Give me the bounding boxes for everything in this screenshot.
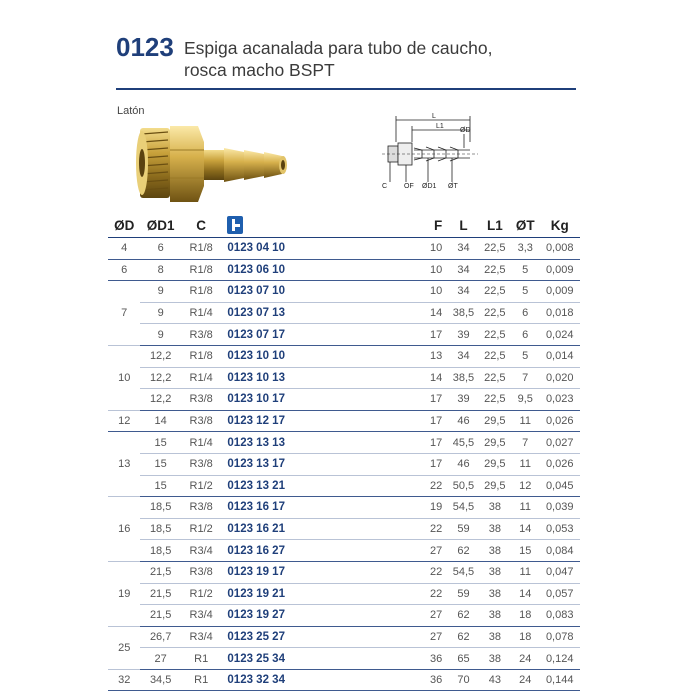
cell-d1: 21,5 [140, 561, 181, 583]
cell-f: 13 [379, 345, 448, 367]
table-row [108, 583, 580, 605]
cell-c: R3/8 [181, 561, 222, 583]
dim-label-t: ØT [448, 183, 458, 190]
table-row [108, 648, 580, 670]
cell-l: 34 [448, 345, 478, 367]
table-row [108, 497, 580, 519]
cell-t: 7 [511, 367, 539, 389]
cell-code: 0123 07 10 [221, 281, 379, 303]
cell-l: 62 [448, 605, 478, 627]
cell-l: 34 [448, 259, 478, 281]
cell-f: 22 [379, 583, 448, 605]
cell-kg: 0,008 [539, 238, 580, 260]
cell-l1: 29,5 [479, 410, 511, 432]
cell-code: 0123 06 10 [221, 259, 379, 281]
cell-d1: 12,2 [140, 389, 181, 411]
cell-kg: 0,026 [539, 453, 580, 475]
cell-l: 34 [448, 238, 478, 260]
cell-d1: 9 [140, 281, 181, 303]
cell-code: 0123 19 27 [221, 605, 379, 627]
cell-code: 0123 16 27 [221, 540, 379, 562]
fitting-photo [126, 120, 296, 210]
cell-c: R3/4 [181, 626, 222, 648]
cell-f: 19 [379, 497, 448, 519]
dim-label-l1: L1 [436, 123, 444, 130]
cell-d: 32 [108, 669, 140, 691]
cell-l: 54,5 [448, 497, 478, 519]
cell-l1: 22,5 [479, 259, 511, 281]
cell-l: 59 [448, 583, 478, 605]
cell-t: 11 [511, 410, 539, 432]
cell-code: 0123 10 13 [221, 367, 379, 389]
cell-d1: 18,5 [140, 497, 181, 519]
cell-l1: 29,5 [479, 432, 511, 454]
table-row [108, 367, 580, 389]
cell-t: 11 [511, 453, 539, 475]
table-row [108, 518, 580, 540]
cell-kg: 0,057 [539, 583, 580, 605]
title-line-1: Espiga acanalada para tubo de caucho, [184, 38, 493, 58]
cell-c: R1/4 [181, 432, 222, 454]
cell-l1: 38 [479, 583, 511, 605]
dim-label-l: L [432, 113, 436, 120]
cell-l: 50,5 [448, 475, 478, 497]
cell-l: 39 [448, 324, 478, 346]
cell-code: 0123 07 17 [221, 324, 379, 346]
cell-kg: 0,024 [539, 324, 580, 346]
cell-c: R1 [181, 648, 222, 670]
dim-label-c: C [382, 183, 388, 190]
cell-d1: 34,5 [140, 669, 181, 691]
cell-c: R1/8 [181, 281, 222, 303]
cell-t: 7 [511, 432, 539, 454]
cell-d: 10 [108, 345, 140, 410]
cell-l1: 38 [479, 540, 511, 562]
cell-kg: 0,083 [539, 605, 580, 627]
thread-section [136, 128, 170, 198]
cell-t: 6 [511, 302, 539, 324]
cell-l1: 22,5 [479, 389, 511, 411]
cell-l: 54,5 [448, 561, 478, 583]
cell-d: 12 [108, 410, 140, 432]
cell-kg: 0,020 [539, 367, 580, 389]
cell-l1: 38 [479, 518, 511, 540]
cell-c: R3/4 [181, 540, 222, 562]
cell-l: 70 [448, 669, 478, 691]
cell-t: 18 [511, 626, 539, 648]
cell-c: R1/2 [181, 475, 222, 497]
cell-d1: 9 [140, 324, 181, 346]
col-header-c: C [181, 213, 222, 238]
cell-c: R3/8 [181, 410, 222, 432]
cell-d1: 21,5 [140, 605, 181, 627]
cell-d1: 27 [140, 648, 181, 670]
cell-kg: 0,014 [539, 345, 580, 367]
cell-t: 5 [511, 259, 539, 281]
cell-l1: 38 [479, 561, 511, 583]
catalog-code-icon [227, 216, 243, 234]
cell-t: 3,3 [511, 238, 539, 260]
cell-code: 0123 16 21 [221, 518, 379, 540]
cell-code: 0123 10 17 [221, 389, 379, 411]
cell-f: 14 [379, 367, 448, 389]
cell-kg: 0,039 [539, 497, 580, 519]
cell-t: 12 [511, 475, 539, 497]
spec-table [108, 213, 580, 691]
cell-l1: 22,5 [479, 345, 511, 367]
cell-code: 0123 19 17 [221, 561, 379, 583]
cell-l: 39 [448, 389, 478, 411]
cell-t: 24 [511, 648, 539, 670]
cell-d: 19 [108, 561, 140, 626]
cell-f: 10 [379, 281, 448, 303]
table-row [108, 605, 580, 627]
spec-table-body [108, 238, 580, 691]
col-header-l: L [448, 213, 478, 238]
cell-kg: 0,023 [539, 389, 580, 411]
table-row [108, 281, 580, 303]
title-line-2: rosca macho BSPT [184, 60, 335, 80]
cell-t: 14 [511, 583, 539, 605]
cell-c: R1 [181, 669, 222, 691]
cell-c: R1/2 [181, 518, 222, 540]
cell-l: 65 [448, 648, 478, 670]
cell-t: 6 [511, 324, 539, 346]
cell-d1: 18,5 [140, 540, 181, 562]
cell-code: 0123 10 10 [221, 345, 379, 367]
cell-f: 14 [379, 302, 448, 324]
cell-t: 5 [511, 345, 539, 367]
cell-code: 0123 13 17 [221, 453, 379, 475]
table-row [108, 561, 580, 583]
table-row [108, 410, 580, 432]
cell-t: 24 [511, 669, 539, 691]
cell-d1: 26,7 [140, 626, 181, 648]
product-code: 0123 [116, 32, 174, 62]
cell-d: 16 [108, 497, 140, 562]
cell-l1: 29,5 [479, 453, 511, 475]
col-header-t: ØT [511, 213, 539, 238]
dim-label-f: OF [404, 183, 414, 190]
table-row [108, 302, 580, 324]
cell-l: 62 [448, 540, 478, 562]
cell-f: 22 [379, 518, 448, 540]
col-header-code [221, 213, 379, 238]
cell-f: 17 [379, 432, 448, 454]
cell-l1: 22,5 [479, 302, 511, 324]
cell-c: R1/8 [181, 238, 222, 260]
cell-d1: 6 [140, 238, 181, 260]
col-header-l1: L1 [479, 213, 511, 238]
cell-l1: 22,5 [479, 238, 511, 260]
cell-kg: 0,053 [539, 518, 580, 540]
cell-d: 4 [108, 238, 140, 260]
product-title [184, 37, 492, 81]
cell-kg: 0,009 [539, 259, 580, 281]
table-row [108, 238, 580, 260]
cell-d: 25 [108, 626, 140, 669]
cell-f: 22 [379, 561, 448, 583]
cell-l1: 43 [479, 669, 511, 691]
cell-l: 46 [448, 410, 478, 432]
cell-d1: 15 [140, 475, 181, 497]
cell-kg: 0,026 [539, 410, 580, 432]
table-row [108, 669, 580, 691]
cell-code: 0123 07 13 [221, 302, 379, 324]
cell-l1: 38 [479, 605, 511, 627]
table-row [108, 475, 580, 497]
cell-c: R1/8 [181, 259, 222, 281]
cell-d1: 12,2 [140, 345, 181, 367]
table-row [108, 453, 580, 475]
cell-code: 0123 32 34 [221, 669, 379, 691]
cell-c: R3/8 [181, 324, 222, 346]
col-header-f: F [379, 213, 448, 238]
header-rule [116, 88, 576, 90]
cell-d1: 15 [140, 453, 181, 475]
cell-f: 10 [379, 238, 448, 260]
cell-t: 9,5 [511, 389, 539, 411]
table-row [108, 259, 580, 281]
cell-code: 0123 25 34 [221, 648, 379, 670]
dim-label-d1: ØD1 [422, 183, 437, 190]
table-row [108, 389, 580, 411]
cell-code: 0123 04 10 [221, 238, 379, 260]
technical-drawing [378, 112, 488, 192]
material-label: Latón [117, 105, 145, 117]
cell-kg: 0,027 [539, 432, 580, 454]
cell-l: 59 [448, 518, 478, 540]
cell-kg: 0,018 [539, 302, 580, 324]
table-header-row [108, 213, 580, 238]
cell-t: 5 [511, 281, 539, 303]
cell-l: 38,5 [448, 302, 478, 324]
cell-t: 11 [511, 497, 539, 519]
cell-f: 36 [379, 669, 448, 691]
col-header-d: ØD [108, 213, 140, 238]
cell-c: R1/4 [181, 302, 222, 324]
cell-d: 13 [108, 432, 140, 497]
cell-c: R3/8 [181, 497, 222, 519]
cell-c: R1/4 [181, 367, 222, 389]
cell-f: 36 [379, 648, 448, 670]
cell-f: 22 [379, 475, 448, 497]
cell-f: 17 [379, 453, 448, 475]
cell-code: 0123 16 17 [221, 497, 379, 519]
cell-kg: 0,144 [539, 669, 580, 691]
cell-code: 0123 25 27 [221, 626, 379, 648]
cell-f: 10 [379, 259, 448, 281]
cell-d1: 18,5 [140, 518, 181, 540]
cell-l1: 22,5 [479, 324, 511, 346]
dim-label-d: ØD [460, 127, 471, 134]
cell-f: 27 [379, 626, 448, 648]
cell-c: R1/8 [181, 345, 222, 367]
cell-c: R3/8 [181, 453, 222, 475]
cell-code: 0123 19 21 [221, 583, 379, 605]
cell-d1: 8 [140, 259, 181, 281]
cell-f: 27 [379, 605, 448, 627]
cell-code: 0123 13 13 [221, 432, 379, 454]
cell-l: 38,5 [448, 367, 478, 389]
cell-d1: 15 [140, 432, 181, 454]
table-row [108, 324, 580, 346]
cell-l: 46 [448, 453, 478, 475]
cell-t: 15 [511, 540, 539, 562]
cell-l1: 22,5 [479, 367, 511, 389]
cell-l: 62 [448, 626, 478, 648]
table-row [108, 432, 580, 454]
table-row [108, 626, 580, 648]
table-row [108, 540, 580, 562]
cell-d1: 9 [140, 302, 181, 324]
cell-kg: 0,078 [539, 626, 580, 648]
cell-d: 6 [108, 259, 140, 281]
cell-d: 7 [108, 281, 140, 346]
cell-kg: 0,045 [539, 475, 580, 497]
cell-l: 45,5 [448, 432, 478, 454]
cell-l1: 22,5 [479, 281, 511, 303]
cell-code: 0123 12 17 [221, 410, 379, 432]
cell-t: 11 [511, 561, 539, 583]
cell-l: 34 [448, 281, 478, 303]
cell-d1: 14 [140, 410, 181, 432]
cell-kg: 0,009 [539, 281, 580, 303]
cell-l1: 38 [479, 626, 511, 648]
cell-f: 17 [379, 410, 448, 432]
col-header-d1: ØD1 [140, 213, 181, 238]
col-header-kg: Kg [539, 213, 580, 238]
cell-l1: 29,5 [479, 475, 511, 497]
cell-d1: 12,2 [140, 367, 181, 389]
cell-t: 18 [511, 605, 539, 627]
cell-kg: 0,084 [539, 540, 580, 562]
cell-kg: 0,047 [539, 561, 580, 583]
table-row [108, 345, 580, 367]
cell-t: 14 [511, 518, 539, 540]
cell-f: 17 [379, 389, 448, 411]
cell-d1: 21,5 [140, 583, 181, 605]
cell-l1: 38 [479, 648, 511, 670]
cell-f: 17 [379, 324, 448, 346]
cell-l1: 38 [479, 497, 511, 519]
cell-code: 0123 13 21 [221, 475, 379, 497]
cell-c: R3/4 [181, 605, 222, 627]
cell-c: R3/8 [181, 389, 222, 411]
cell-kg: 0,124 [539, 648, 580, 670]
cell-c: R1/2 [181, 583, 222, 605]
cell-f: 27 [379, 540, 448, 562]
